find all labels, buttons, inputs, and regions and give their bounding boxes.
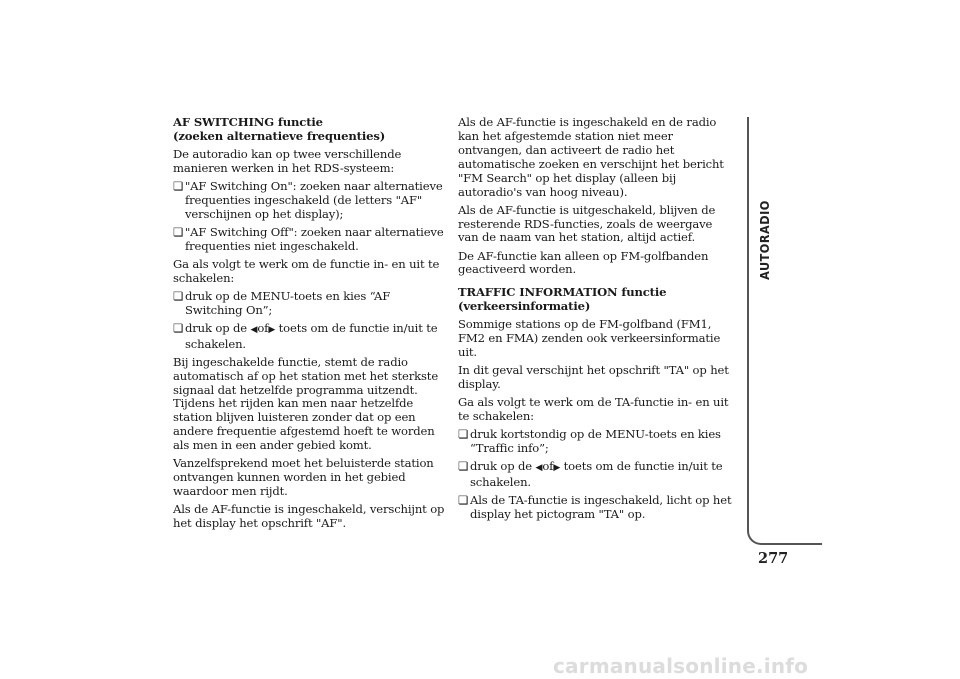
af-mode-on-text: "AF Switching On": zoeken naar alternatieve frequenties ingeschakeld (de letters "AF" verschijnen op het display); [185, 178, 443, 221]
list-item [173, 226, 449, 254]
af-switching-heading [173, 116, 449, 144]
checkbox-bullet-icon: ❏ [458, 427, 469, 442]
ta-display-text: In dit geval verschijnt het opschrift "TA" op het display. [458, 363, 729, 391]
af-mode-off-text: "AF Switching Off": zoeken naar alternatieve frequenties niet ingeschakeld. [185, 224, 444, 253]
af-search-text: Als de AF-functie is ingeschakeld en de radio kan het afgestemde station niet meer ontvangen, dan activeert de radio het automatische zoeken en verschijnt het bericht "FM Search" op het display (alleen bij autoradio's van hoog niveau). [458, 115, 724, 199]
af-step2-text-end: toets om de functie in/uit te schakelen. [185, 320, 438, 351]
arrow-left-icon: ◀ [250, 324, 258, 335]
af-intro-text: De autoradio kan op twee verschillende manieren werken in het RDS-systeem: [173, 146, 402, 175]
af-fm-only-text: De AF-functie kan alleen op FM-golfbanden geactiveerd worden. [458, 248, 709, 277]
af-heading-line2: (zoeken alternatieve frequenties) [173, 128, 386, 143]
ta-step1-text: druk kortstondig op de MENU-toets en kies “Traffic info”; [470, 427, 721, 455]
ta-step2-text-start: druk op de [470, 459, 536, 474]
list-item [173, 180, 449, 222]
af-para3-text: Als de AF-functie is ingeschakeld, verschijnt op het display het opschrift "AF". [173, 502, 445, 531]
ta-steps-list [458, 428, 734, 522]
checkbox-bullet-icon: ❏ [173, 320, 184, 335]
checkbox-bullet-icon: ❏ [458, 493, 469, 508]
af-para2-text: Vanzelfsprekend moet het beluisterde station ontvangen kunnen worden in het gebied waardoor men rijdt. [173, 456, 434, 499]
checkbox-bullet-icon: ❏ [173, 288, 184, 303]
ta-step3-text: Als de TA-functie is ingeschakeld, licht op het display het pictogram "TA" op. [470, 493, 732, 521]
af-step2-text-start: druk op de [185, 320, 251, 335]
list-item [458, 428, 734, 456]
af-step2-of: of [257, 320, 269, 335]
af-off-text: Als de AF-functie is uitgeschakeld, blijven de resterende RDS-functies, zoals de weergave van de naam van het station, altijd actief. [458, 202, 716, 245]
af-heading-line1: AF SWITCHING functie [173, 115, 323, 129]
watermark: carmanualsonline.info [553, 654, 809, 678]
arrow-right-icon: ▶ [553, 463, 561, 474]
ta-step2-text-end: toets om de functie in/uit te schakelen. [470, 459, 723, 489]
arrow-right-icon: ▶ [268, 324, 276, 335]
right-column [458, 116, 734, 526]
af-switch-intro-text: Ga als volgt te werk om de functie in- en uit te schakelen: [173, 256, 440, 285]
traffic-info-heading [458, 286, 734, 314]
ta-step2-of: of [542, 459, 554, 474]
list-item [173, 290, 449, 318]
list-item [173, 322, 449, 352]
arrow-left-icon: ◀ [535, 463, 543, 474]
checkbox-bullet-icon: ❏ [458, 459, 469, 474]
checkbox-bullet-icon: ❏ [173, 224, 184, 239]
ta-heading-line1: TRAFFIC INFORMATION functie [458, 285, 667, 300]
ta-stations-text: Sommige stations op de FM-golfband (FM1, FM2 en FMA) zenden ook verkeersinformatie uit. [458, 317, 721, 359]
af-steps-list [173, 290, 449, 352]
checkbox-bullet-icon: ❏ [173, 178, 184, 193]
ta-switch-intro-text: Ga als volgt te werk om de TA-functie in- en uit te schakelen: [458, 395, 729, 423]
ta-heading-line2: (verkeersinformatie) [458, 299, 591, 314]
af-modes-list [173, 180, 449, 254]
list-item [458, 460, 734, 490]
list-item [458, 494, 734, 522]
af-para1-text: Bij ingeschakelde functie, stemt de radio automatisch af op het station met het sterkste signaal dat hetzelfde programma uitzendt. Tijdens het rijden kan men naar hetzelfde station blijven luisteren zonder dat op een andere frequentie afgestemd hoeft te worden als men in een ander gebied komt. [173, 354, 439, 453]
af-step1-text: druk op de MENU-toets en kies “AF Switching On”; [185, 288, 391, 317]
page-number: 277 [758, 550, 789, 567]
left-column [173, 116, 449, 535]
section-tab-label: AUTORADIO [757, 200, 772, 280]
